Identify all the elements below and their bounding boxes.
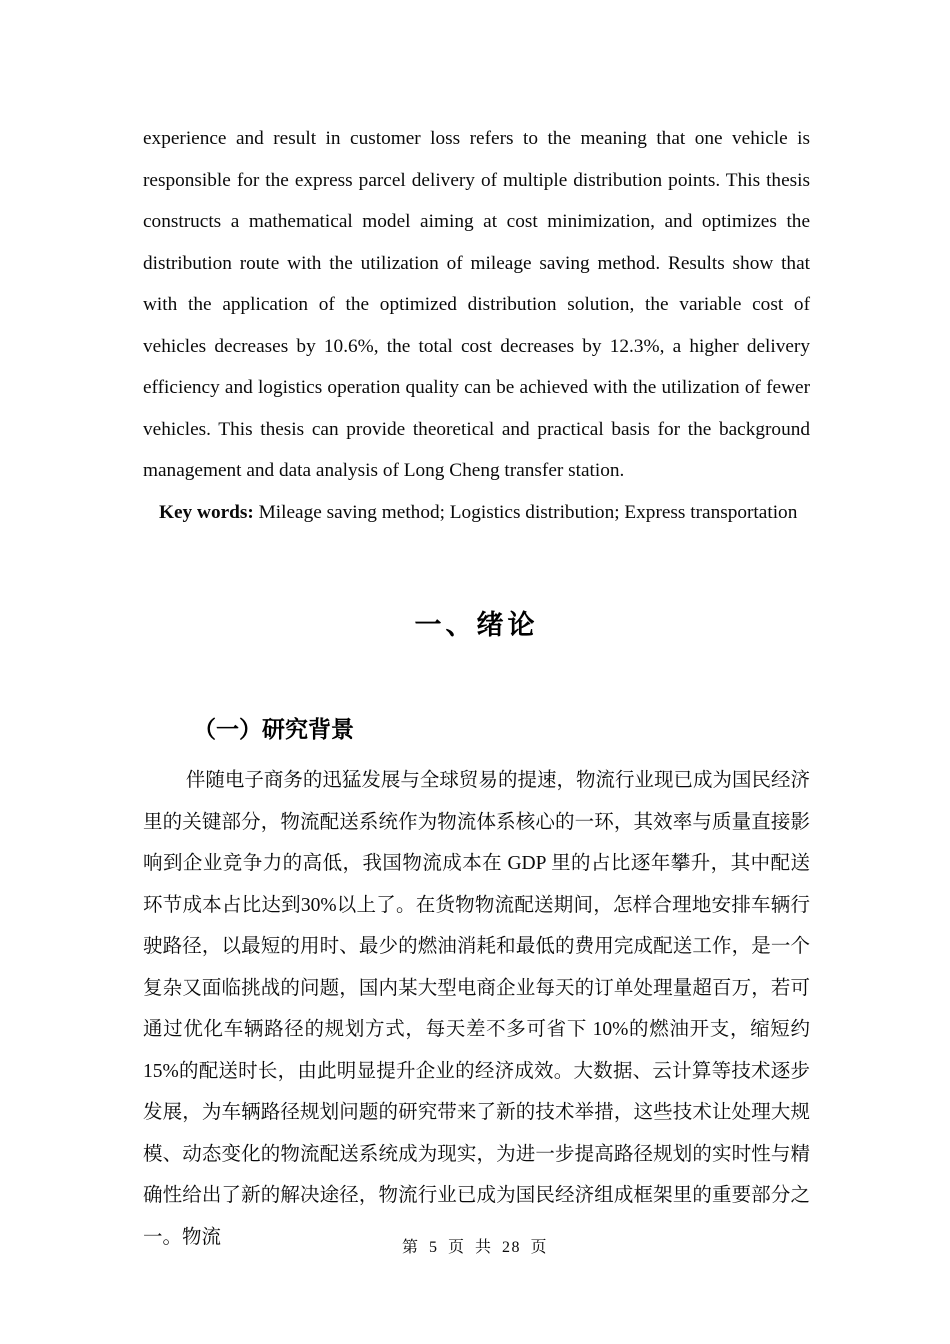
page-footer xyxy=(0,1238,950,1258)
chapter-heading: 一、绪论 xyxy=(414,610,539,640)
section-paragraph: 伴随电子商务的迅猛发展与全球贸易的提速，物流行业现已成为国民经济里的关键部分，物流配送系统作为物流体系核心的一环，其效率与质量直接影响到企业竞争力的高低，我国物流成本在 GDP 里的占比逐年攀升，其中配送环节成本占比达到30%以上了。在货物物流配送期间，怎样合理地安排车辆行驶路径，以最短的用时、最少的燃油消耗和最低的费用完成配送工作，是一个复杂又面临挑战的问题，国内某大型电商企业每天的订单处理量超百万，若可通过优化车辆路径的规划方式，每天差不多可省下 10%的燃油开支，缩短约 15%的配送时长，由此明显提升企业的经济成效。大数据、云计算等技术逐步发展，为车辆路径规划问题的研究带来了新的技术举措，这些技术让处理大规模、动态变化的物流配送系统成为现实，为进一步提高路径规划的实时性与精确性给出了新的解决途径，物流行业已成为国民经济组成框架里的重要部分之一。物流 xyxy=(143,770,810,1248)
page-number-indicator: 第 5 页 共 28 页 xyxy=(401,1239,548,1256)
abstract-paragraph: experience and result in customer loss refers to the meaning that one vehicle is responsible for the express parcel delivery of multiple distribution points. This thesis constructs a mathematical model aiming at cost minimization, and optimizes the distribution route with the utilization of mileage saving method. Results show that with the application of the optimized distribution solution, the variable cost of vehicles decreases by 10.6%, the total cost decreases by 12.3%, a higher delivery efficiency and logistics operation quality can be achieved with the utilization of fewer vehicles. This thesis can provide theoretical and practical basis for the background management and data analysis of Long Cheng transfer station. xyxy=(143,128,810,481)
keywords-label: Key words: xyxy=(159,501,254,523)
keywords-text: Mileage saving method; Logistics distribution; Express transportation xyxy=(253,501,798,523)
section-heading: （一）研究背景 xyxy=(193,716,354,742)
keywords-line xyxy=(143,492,810,534)
